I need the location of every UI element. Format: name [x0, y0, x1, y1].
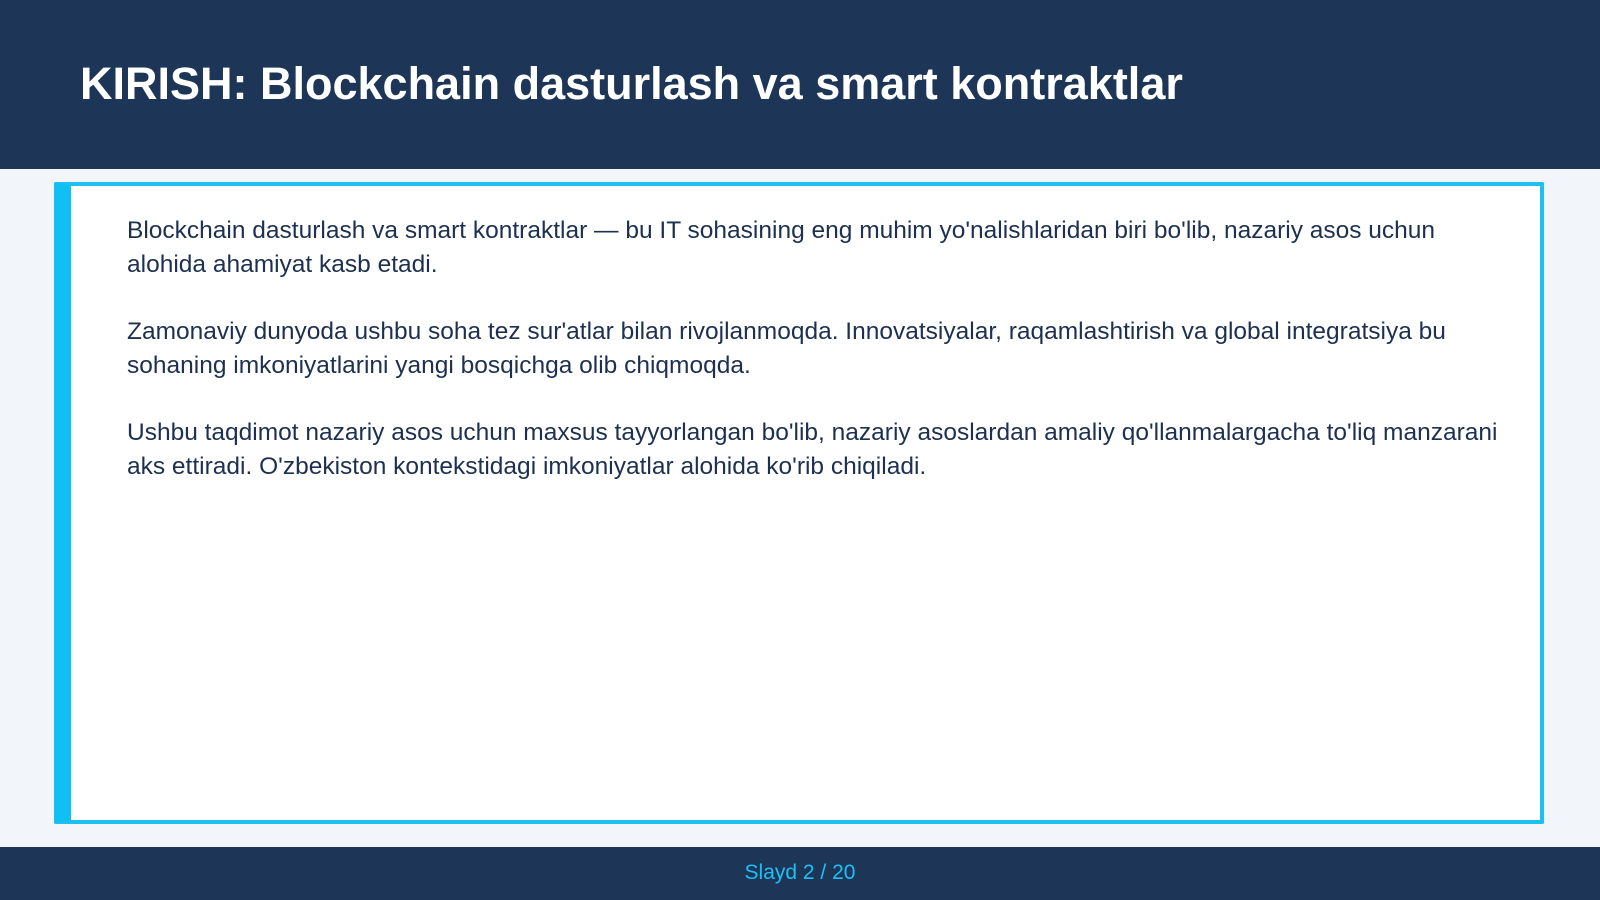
content-card [54, 182, 1544, 824]
slide-title: KIRISH: Blockchain dasturlash va smart kontraktlar [80, 58, 1183, 109]
slide-counter: Slayd 2 / 20 [744, 861, 856, 884]
slide-footer [0, 847, 1600, 900]
slide-body [127, 214, 1507, 517]
paragraph-modern-world: Zamonaviy dunyoda ushbu soha tez sur'atlar bilan rivojlanmoqda. Innovatsiyalar, raqamlashtirish va global integratsiya bu sohaning imkoniyatlarini yangi bosqichga olib chiqmoqda. [127, 318, 1446, 379]
paragraph-presentation-purpose: Ushbu taqdimot nazariy asos uchun maxsus tayyorlangan bo'lib, nazariy asoslardan amaliy qo'llanmalargacha to'liq manzarani aks ettiradi. O'zbekiston kontekstidagi imkoniyatlar alohida ko'rib chiqiladi. [127, 419, 1498, 480]
paragraph-intro: Blockchain dasturlash va smart kontraktlar — bu IT sohasining eng muhim yo'nalishlaridan biri bo'lib, nazariy asos uchun alohida ahamiyat kasb etadi. [127, 217, 1436, 278]
slide-header [0, 0, 1600, 169]
